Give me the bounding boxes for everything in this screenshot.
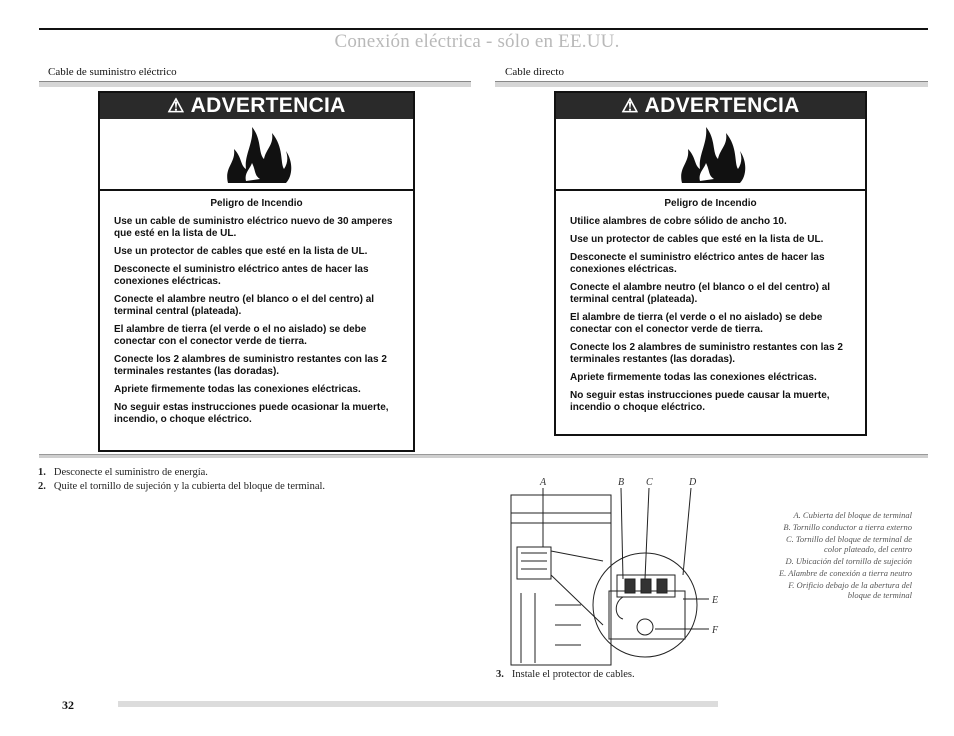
- warning-item: Conecte los 2 alambres de suministro restantes con las 2 terminales restantes (las doradas).: [114, 354, 387, 377]
- right-section-heading: Cable directo: [505, 66, 564, 78]
- section-divider: [39, 454, 928, 458]
- terminal-block-diagram: [505, 475, 730, 667]
- right-section-rule: [495, 81, 928, 87]
- hazard-label: Peligro de Incendio: [210, 198, 303, 209]
- warning-item: No seguir estas instrucciones puede ocasionar la muerte, incendio, o choque eléctrico.: [114, 402, 389, 425]
- warning-header: [556, 93, 865, 119]
- warning-item: Use un cable de suministro eléctrico nuevo de 30 amperes que esté en la lista de UL.: [114, 216, 393, 239]
- left-section-rule: [39, 81, 471, 87]
- legend-item: D. Ubicación del tornillo de sujeción: [785, 556, 912, 566]
- step-text: Quite el tornillo de sujeción y la cubierta del bloque de terminal.: [53, 481, 326, 492]
- step-text: Desconecte el suministro de energía.: [53, 467, 208, 478]
- warning-item: Conecte el alambre neutro (el blanco o el del centro) al terminal central (plateada).: [114, 294, 375, 317]
- warning-item: Desconecte el suministro eléctrico antes de hacer las conexiones eléctricas.: [570, 252, 825, 275]
- warning-header: [100, 93, 413, 119]
- warning-item: Conecte los 2 alambres de suministro restantes con las 2 terminales restantes (las doradas).: [570, 342, 843, 365]
- warning-item: El alambre de tierra (el verde o el no aislado) se debe conectar con el conector verde de tierra.: [570, 312, 823, 335]
- diagram-label-a: A: [540, 477, 547, 488]
- step-item: [496, 669, 635, 680]
- fire-icon-area: [556, 119, 865, 191]
- warning-box-right: [554, 91, 867, 436]
- step-number: 1.: [38, 467, 46, 478]
- step-text: Instale el protector de cables.: [511, 669, 635, 680]
- warning-item: Apriete firmemente todas las conexiones eléctricas.: [570, 372, 817, 383]
- left-section-heading: Cable de suministro eléctrico: [48, 66, 177, 78]
- legend-item: A. Cubierta del bloque de terminal: [793, 510, 912, 520]
- warning-item: Conecte el alambre neutro (el blanco o el del centro) al terminal central (plateada).: [570, 282, 831, 305]
- warning-triangle-icon: ⚠: [167, 95, 185, 117]
- page-number: 32: [62, 698, 74, 712]
- page-title: Conexión eléctrica - sólo en EE.UU.: [334, 31, 620, 52]
- warning-item: Apriete firmemente todas las conexiones eléctricas.: [114, 384, 361, 395]
- hazard-label: Peligro de Incendio: [664, 198, 757, 209]
- diagram-label-f: F: [712, 625, 719, 636]
- diagram-label-e: E: [712, 595, 719, 606]
- legend-item: C. Tornillo del bloque de terminal de color plateado, del centro: [785, 534, 912, 554]
- fire-icon: [676, 123, 746, 185]
- legend-item: E. Alambre de conexión a tierra neutro: [778, 568, 912, 578]
- warning-triangle-icon: ⚠: [621, 95, 639, 117]
- diagram-label-b: B: [618, 477, 625, 488]
- warning-box-left: [98, 91, 415, 452]
- fire-icon-area: [100, 119, 413, 191]
- step-number: 2.: [38, 481, 46, 492]
- warning-title: ADVERTENCIA: [644, 94, 800, 117]
- warning-item: Use un protector de cables que esté en la lista de UL.: [570, 234, 824, 245]
- warning-item: No seguir estas instrucciones puede causar la muerte, incendio o choque eléctrico.: [570, 390, 830, 413]
- step-number: 3.: [496, 669, 504, 680]
- diagram-legend: [772, 510, 912, 602]
- step-item: [38, 467, 208, 478]
- step-item: [38, 481, 325, 492]
- legend-item: F. Orificio debajo de la abertura del bloque de terminal: [788, 580, 912, 600]
- warning-item: Use un protector de cables que esté en la lista de UL.: [114, 246, 368, 257]
- top-rule: [39, 28, 928, 30]
- diagram-label-c: C: [646, 477, 653, 488]
- warning-title: ADVERTENCIA: [190, 94, 346, 117]
- warning-item: El alambre de tierra (el verde o el no aislado) se debe conectar con el conector verde de tierra.: [114, 324, 367, 347]
- fire-icon: [222, 123, 292, 185]
- warning-item: Desconecte el suministro eléctrico antes de hacer las conexiones eléctricas.: [114, 264, 369, 287]
- footer-band: [118, 701, 718, 707]
- legend-item: B. Tornillo conductor a tierra externo: [783, 522, 912, 532]
- warning-item: Utilice alambres de cobre sólido de ancho 10.: [570, 216, 787, 227]
- diagram-label-d: D: [689, 477, 697, 488]
